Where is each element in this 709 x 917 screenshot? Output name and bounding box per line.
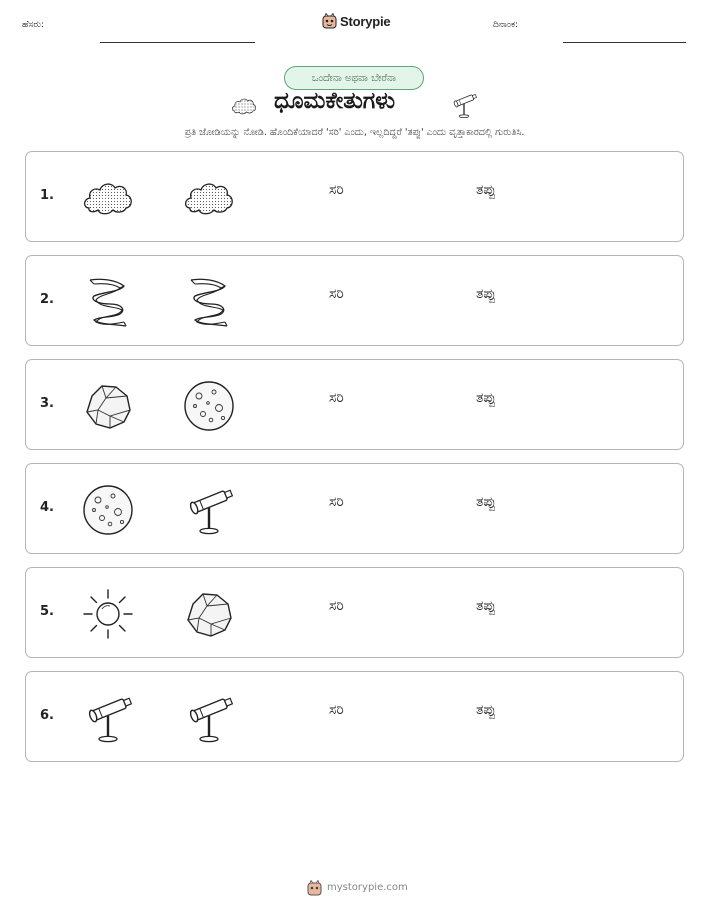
telescope-icon bbox=[181, 482, 237, 538]
exercise-row bbox=[25, 359, 684, 450]
exercise-row bbox=[25, 671, 684, 762]
date-label: ದಿನಾಂಕ: bbox=[493, 20, 519, 30]
rock-icon bbox=[181, 586, 237, 642]
instructions: ಪ್ರತಿ ಜೋಡಿಯನ್ನು ನೋಡಿ. ಹೊಂದಿಕೆಯಾದರೆ 'ಸರಿ' ಎಂದು, ಇಲ್ಲದಿದ್ದರೆ 'ತಪ್ಪು' ಎಂದು ವೃತ್ತಾಕಾರದಲ್ಲಿ ಗುರುತಿಸಿ. bbox=[184, 127, 525, 138]
option-true[interactable]: ಸರಿ bbox=[329, 286, 344, 302]
storypie-mascot-icon bbox=[307, 880, 322, 896]
name-label: ಹೆಸರು: bbox=[22, 20, 45, 30]
exercise-row bbox=[25, 151, 684, 242]
storypie-mascot-icon bbox=[322, 13, 337, 29]
exercise-row bbox=[25, 567, 684, 658]
row-number: 6. bbox=[40, 708, 54, 723]
cloud-icon bbox=[181, 170, 237, 226]
exercise-row bbox=[25, 463, 684, 554]
option-true[interactable]: ಸರಿ bbox=[329, 598, 344, 614]
name-line bbox=[100, 42, 255, 43]
brand-name: Storypie bbox=[340, 13, 391, 29]
option-true[interactable]: ಸರಿ bbox=[329, 390, 344, 406]
option-false[interactable]: ತಪ್ಪು bbox=[476, 494, 496, 510]
row-number: 3. bbox=[40, 396, 54, 411]
worksheet-type-badge: ಒಂದೇನಾ ಅಥವಾ ಬೇರೆನಾ bbox=[284, 66, 424, 90]
telescope-icon bbox=[80, 690, 136, 746]
option-false[interactable]: ತಪ್ಪು bbox=[476, 702, 496, 718]
telescope-icon bbox=[449, 90, 479, 120]
sun-icon bbox=[80, 586, 136, 642]
option-true[interactable]: ಸರಿ bbox=[329, 702, 344, 718]
moon-icon bbox=[181, 378, 237, 434]
moon-icon bbox=[80, 482, 136, 538]
date-line bbox=[563, 42, 686, 43]
row-number: 5. bbox=[40, 604, 54, 619]
ribbon-icon bbox=[181, 274, 237, 330]
exercise-row bbox=[25, 255, 684, 346]
ribbon-icon bbox=[80, 274, 136, 330]
brand-logo bbox=[322, 13, 390, 29]
row-number: 4. bbox=[40, 500, 54, 515]
footer-url: mystorypie.com bbox=[327, 882, 408, 893]
cloud-icon bbox=[80, 170, 136, 226]
option-false[interactable]: ತಪ್ಪು bbox=[476, 286, 496, 302]
row-number: 1. bbox=[40, 188, 54, 203]
page-footer bbox=[0, 880, 709, 898]
telescope-icon bbox=[181, 690, 237, 746]
option-false[interactable]: ತಪ್ಪು bbox=[476, 598, 496, 614]
rock-icon bbox=[80, 378, 136, 434]
page-header bbox=[0, 10, 709, 40]
option-false[interactable]: ತಪ್ಪು bbox=[476, 390, 496, 406]
cloud-icon bbox=[230, 92, 258, 120]
row-number: 2. bbox=[40, 292, 54, 307]
page-title: ಧೂಮಕೇತುಗಳು bbox=[274, 88, 396, 114]
option-true[interactable]: ಸರಿ bbox=[329, 494, 344, 510]
option-true[interactable]: ಸರಿ bbox=[329, 182, 344, 198]
option-false[interactable]: ತಪ್ಪು bbox=[476, 182, 496, 198]
title-row bbox=[0, 88, 709, 122]
